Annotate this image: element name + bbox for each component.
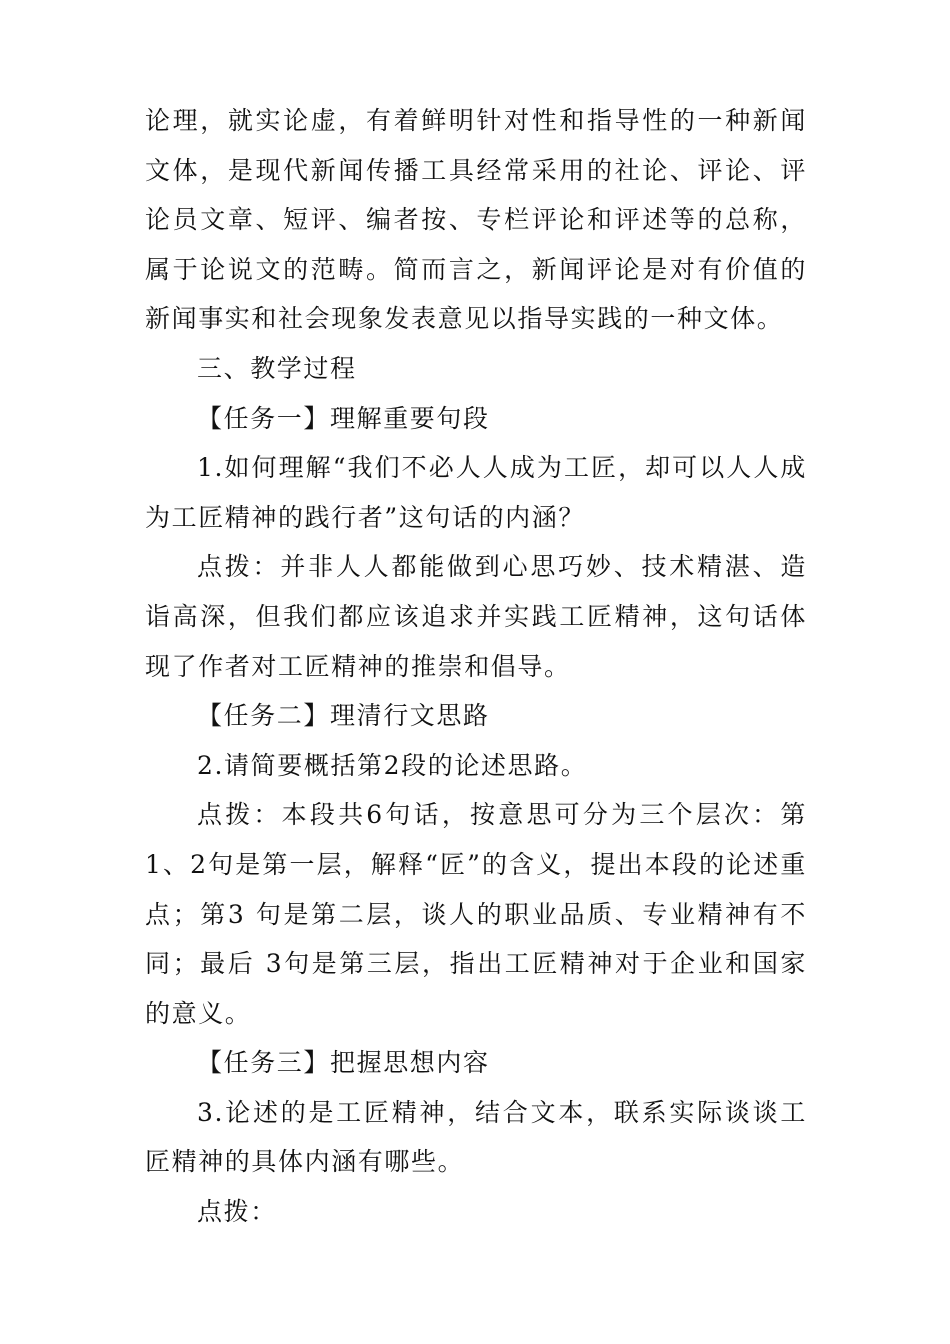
paragraph-continued: 论理，就实论虚，有着鲜明针对性和指导性的一种新闻文体，是现代新闻传播工具经常采用的社论、评论、评论员文章、短评、编者按、专栏评论和评述等的总称，属于论说文的范畴。简而言之，新闻评论是对有价值的新闻事实和社会现象发表意见以指导实践的一种文体。 (145, 106, 807, 334)
question-2: 2.请简要概括第2段的论述思路。 (197, 750, 588, 780)
document-page (145, 96, 807, 1237)
question-3: 3.论述的是工匠精神，结合文本，联系实际谈谈工匠精神的具体内涵有哪些。 (145, 1097, 807, 1177)
answer-hint-1: 点拨：并非人人都能做到心思巧妙、技术精湛、造诣高深，但我们都应该追求并实践工匠精神，这句话体现了作者对工匠精神的推崇和倡导。 (145, 552, 807, 681)
section-heading-teaching-process: 三、教学过程 (197, 353, 357, 383)
task-two-heading: 【任务二】理清行文思路 (197, 701, 490, 731)
question-1: 1.如何理解“我们不必人人成为工匠，却可以人人成为工匠精神的践行者”这句话的内涵？ (145, 453, 807, 532)
answer-hint-2: 点拨：本段共6句话，按意思可分为三个层次：第1、2句是第一层，解释“匠”的含义，提出本段的论述重点；第3 句是第二层，谈人的职业品质、专业精神有不同；最后 3句是第三层，指出工匠精神对于企业和国家的意义。 (145, 800, 807, 1028)
task-three-heading: 【任务三】把握思想内容 (197, 1048, 490, 1078)
task-one-heading: 【任务一】理解重要句段 (197, 403, 490, 433)
answer-hint-3: 点拨： (197, 1197, 277, 1227)
